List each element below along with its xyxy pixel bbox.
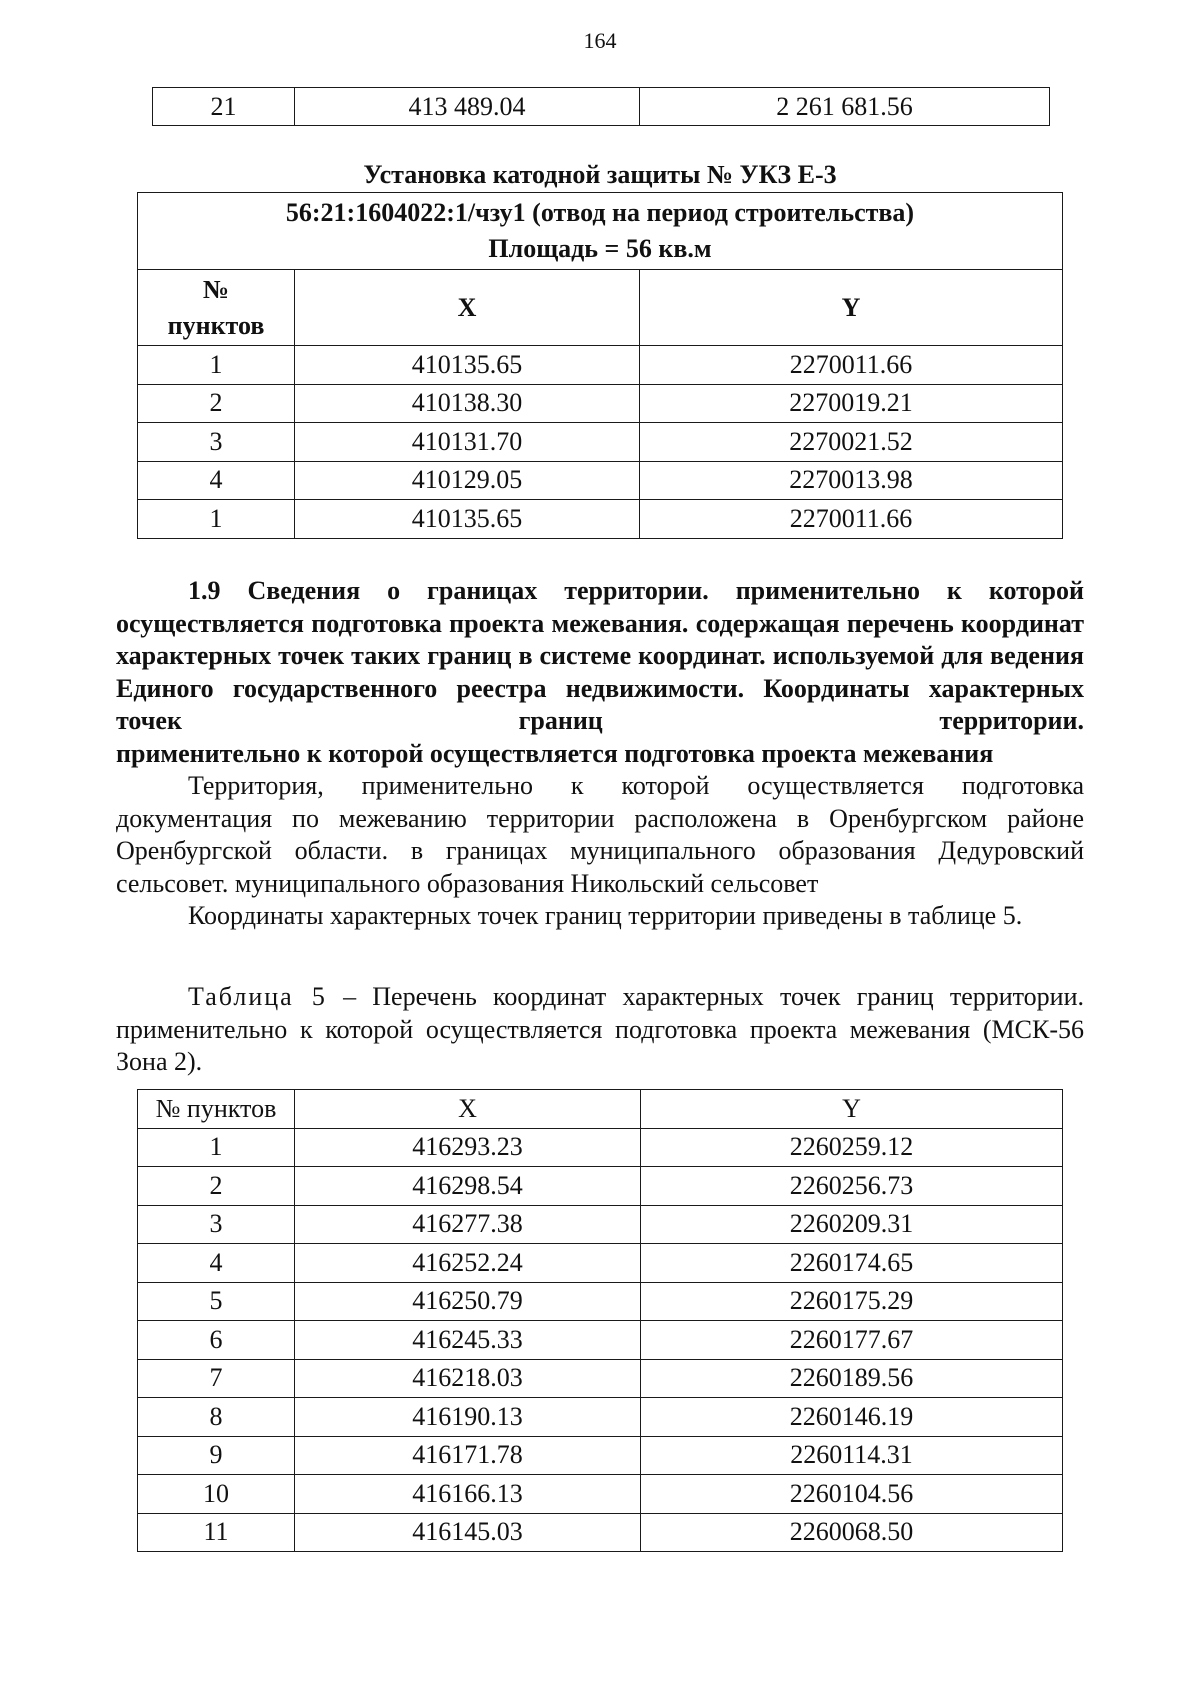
table-row bbox=[138, 423, 1063, 462]
column-header-x: X bbox=[295, 270, 640, 346]
point-number-cell: 6 bbox=[138, 1321, 295, 1360]
y-cell: 2260114.31 bbox=[641, 1436, 1063, 1475]
table-row bbox=[138, 384, 1063, 423]
table-header-row bbox=[138, 193, 1063, 270]
table-row bbox=[138, 1128, 1063, 1167]
column-header-y: Y bbox=[641, 1090, 1063, 1129]
y-cell: 2260177.67 bbox=[641, 1321, 1063, 1360]
table-row bbox=[138, 1321, 1063, 1360]
column-header-no: № пунктов bbox=[138, 1090, 295, 1129]
y-cell: 2260175.29 bbox=[641, 1282, 1063, 1321]
point-number-cell: 10 bbox=[138, 1475, 295, 1514]
point-number-cell: 7 bbox=[138, 1359, 295, 1398]
table-5 bbox=[137, 1089, 1063, 1552]
table-row bbox=[138, 1475, 1063, 1514]
table-row bbox=[138, 1359, 1063, 1398]
table-caption-text: – Перечень координат характерных точек границ территории. применительно к которой осуществляется подготовка проекта межевания (МСК-56 Зона 2). bbox=[116, 982, 1085, 1076]
parcel-cadastral-number: 56:21:1604022:1/чзу1 (отвод на период строительства) bbox=[285, 198, 915, 227]
x-cell: 416293.23 bbox=[295, 1128, 641, 1167]
point-number-cell: 1 bbox=[138, 500, 295, 539]
column-header-row bbox=[138, 270, 1063, 346]
x-cell: 416171.78 bbox=[295, 1436, 641, 1475]
y-cell: 2260104.56 bbox=[641, 1475, 1063, 1514]
table-row bbox=[138, 461, 1063, 500]
table-caption-label: Таблица 5 bbox=[188, 982, 327, 1011]
table-row bbox=[138, 1398, 1063, 1437]
point-number-cell: 2 bbox=[138, 384, 295, 423]
y-cell: 2260209.31 bbox=[641, 1205, 1063, 1244]
y-cell: 2260174.65 bbox=[641, 1244, 1063, 1283]
table-row bbox=[138, 346, 1063, 385]
y-cell: 2270011.66 bbox=[640, 500, 1063, 539]
column-header-no bbox=[138, 270, 295, 346]
table-row bbox=[138, 1282, 1063, 1321]
point-number-cell: 3 bbox=[138, 423, 295, 462]
y-cell: 2 261 681.56 bbox=[640, 88, 1050, 126]
x-cell: 416145.03 bbox=[295, 1513, 641, 1552]
x-cell: 410131.70 bbox=[295, 423, 640, 462]
point-number-cell: 8 bbox=[138, 1398, 295, 1437]
table-row bbox=[138, 1167, 1063, 1206]
parcel-area: Площадь = 56 кв.м bbox=[488, 234, 712, 263]
section-heading bbox=[116, 575, 1084, 770]
column-header-x: X bbox=[295, 1090, 641, 1129]
x-cell: 416252.24 bbox=[295, 1244, 641, 1283]
table-row bbox=[138, 1244, 1063, 1283]
column-header-no-symbol: № bbox=[202, 274, 230, 304]
y-cell: 2260259.12 bbox=[641, 1128, 1063, 1167]
ukz-coordinates-table bbox=[137, 192, 1063, 539]
parcel-header-cell bbox=[138, 193, 1063, 270]
point-number-cell: 1 bbox=[138, 346, 295, 385]
table-row bbox=[138, 1513, 1063, 1552]
x-cell: 416250.79 bbox=[295, 1282, 641, 1321]
x-cell: 416218.03 bbox=[295, 1359, 641, 1398]
x-cell: 416277.38 bbox=[295, 1205, 641, 1244]
table-caption bbox=[116, 981, 1084, 1079]
y-cell: 2260146.19 bbox=[641, 1398, 1063, 1437]
coordinates-note: Координаты характерных точек границ территории приведены в таблице 5. bbox=[188, 901, 1023, 930]
column-header-row bbox=[138, 1090, 1063, 1129]
point-number-cell: 11 bbox=[138, 1513, 295, 1552]
column-header-no-label: пунктов bbox=[167, 310, 265, 340]
y-cell: 2270021.52 bbox=[640, 423, 1063, 462]
point-number-cell: 2 bbox=[138, 1167, 295, 1206]
table-row bbox=[138, 1205, 1063, 1244]
point-number-cell: 21 bbox=[153, 88, 295, 126]
continued-coordinates-table bbox=[152, 87, 1050, 126]
point-number-cell: 4 bbox=[138, 461, 295, 500]
y-cell: 2260068.50 bbox=[641, 1513, 1063, 1552]
table-row bbox=[138, 500, 1063, 539]
page-number: 164 bbox=[583, 28, 617, 53]
x-cell: 410129.05 bbox=[295, 461, 640, 500]
y-cell: 2260189.56 bbox=[641, 1359, 1063, 1398]
y-cell: 2270013.98 bbox=[640, 461, 1063, 500]
table-row bbox=[153, 88, 1050, 126]
x-cell: 416298.54 bbox=[295, 1167, 641, 1206]
point-number-cell: 5 bbox=[138, 1282, 295, 1321]
table-row bbox=[138, 1436, 1063, 1475]
y-cell: 2260256.73 bbox=[641, 1167, 1063, 1206]
section-heading-last-line: применительно к которой осуществляется подготовка проекта межевания bbox=[116, 738, 994, 768]
x-cell: 410135.65 bbox=[295, 346, 640, 385]
intro-paragraph: Территория, применительно к которой осуществляется подготовка документация по межеванию территории расположена в Оренбургском районе Оренбургской области. в границах муниципального образования Дедуровский сельсовет. муниципального образования Никольский сельсовет bbox=[116, 771, 1084, 898]
x-cell: 410138.30 bbox=[295, 384, 640, 423]
column-header-y: Y bbox=[640, 270, 1063, 346]
x-cell: 416245.33 bbox=[295, 1321, 641, 1360]
y-cell: 2270011.66 bbox=[640, 346, 1063, 385]
section-heading-text: 1.9 Сведения о границах территории. применительно к которой осуществляется подготовка проекта межевания. содержащая перечень координат характерных точек таких границ в системе координат. используемой для ведения Единого государственного реестра недвижимости. Координаты характерных точек границ территории. bbox=[116, 576, 1084, 735]
x-cell: 416166.13 bbox=[295, 1475, 641, 1514]
point-number-cell: 4 bbox=[138, 1244, 295, 1283]
x-cell: 416190.13 bbox=[295, 1398, 641, 1437]
x-cell: 410135.65 bbox=[295, 500, 640, 539]
y-cell: 2270019.21 bbox=[640, 384, 1063, 423]
point-number-cell: 3 bbox=[138, 1205, 295, 1244]
point-number-cell: 1 bbox=[138, 1128, 295, 1167]
ukz-title: Установка катодной защиты № УКЗ Е-3 bbox=[363, 160, 837, 189]
point-number-cell: 9 bbox=[138, 1436, 295, 1475]
x-cell: 413 489.04 bbox=[295, 88, 640, 126]
